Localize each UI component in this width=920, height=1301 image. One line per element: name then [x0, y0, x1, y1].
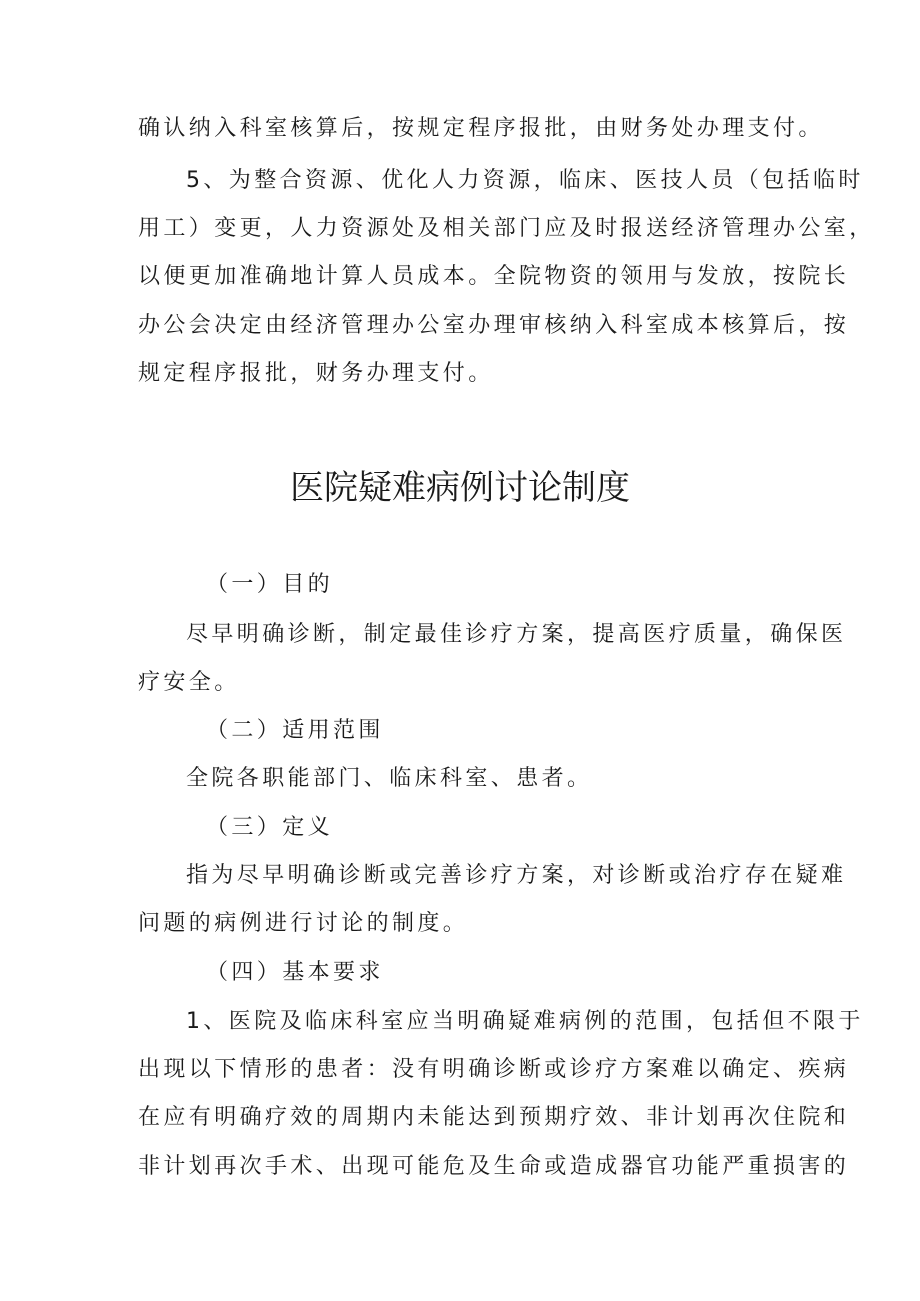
paragraph-5-line-5: 规定程序报批，财务办理支付。: [138, 361, 494, 386]
paragraph-prev-line-1: 确认纳入科室核算后，按规定程序报批，由财务处办理支付。: [138, 116, 824, 141]
section-3-heading: （三）定义: [206, 815, 334, 840]
section-4-heading: （四）基本要求: [206, 960, 384, 985]
section-1-line-2: 疗安全。: [138, 670, 240, 695]
section-4-item-1-line-3: 在应有明确疗效的周期内未能达到预期疗效、非计划再次住院和: [138, 1105, 850, 1130]
document-title: 医院疑难病例讨论制度: [290, 468, 630, 508]
section-4-item-1-line-4: 非计划再次手术、出现可能危及生命或造成器官功能严重损害的: [138, 1154, 850, 1179]
paragraph-5-line-1: 5、为整合资源、优化人力资源，临床、医技人员（包括临时: [186, 168, 864, 193]
section-4-item-1-line-1: 1、医院及临床科室应当明确疑难病例的范围，包括但不限于: [186, 1009, 864, 1034]
section-2-heading: （二）适用范围: [206, 718, 384, 743]
paragraph-5-line-2: 用工）变更，人力资源处及相关部门应及时报送经济管理办公室，: [138, 216, 875, 241]
section-1-line-1: 尽早明确诊断，制定最佳诊疗方案，提高医疗质量，确保医: [186, 622, 847, 647]
section-3-line-1: 指为尽早明确诊断或完善诊疗方案，对诊断或治疗存在疑难: [186, 863, 847, 888]
paragraph-5-line-4: 办公会决定由经济管理办公室办理审核纳入科室成本核算后，按: [138, 313, 850, 338]
section-2-line-1: 全院各职能部门、临床科室、患者。: [186, 766, 593, 791]
section-1-heading: （一）目的: [206, 572, 334, 597]
section-4-item-1-line-2: 出现以下情形的患者：没有明确诊断或诊疗方案难以确定、疾病: [138, 1057, 850, 1082]
section-3-line-2: 问题的病例进行讨论的制度。: [138, 911, 469, 936]
paragraph-5-line-3: 以便更加准确地计算人员成本。全院物资的领用与发放，按院长: [138, 264, 850, 289]
